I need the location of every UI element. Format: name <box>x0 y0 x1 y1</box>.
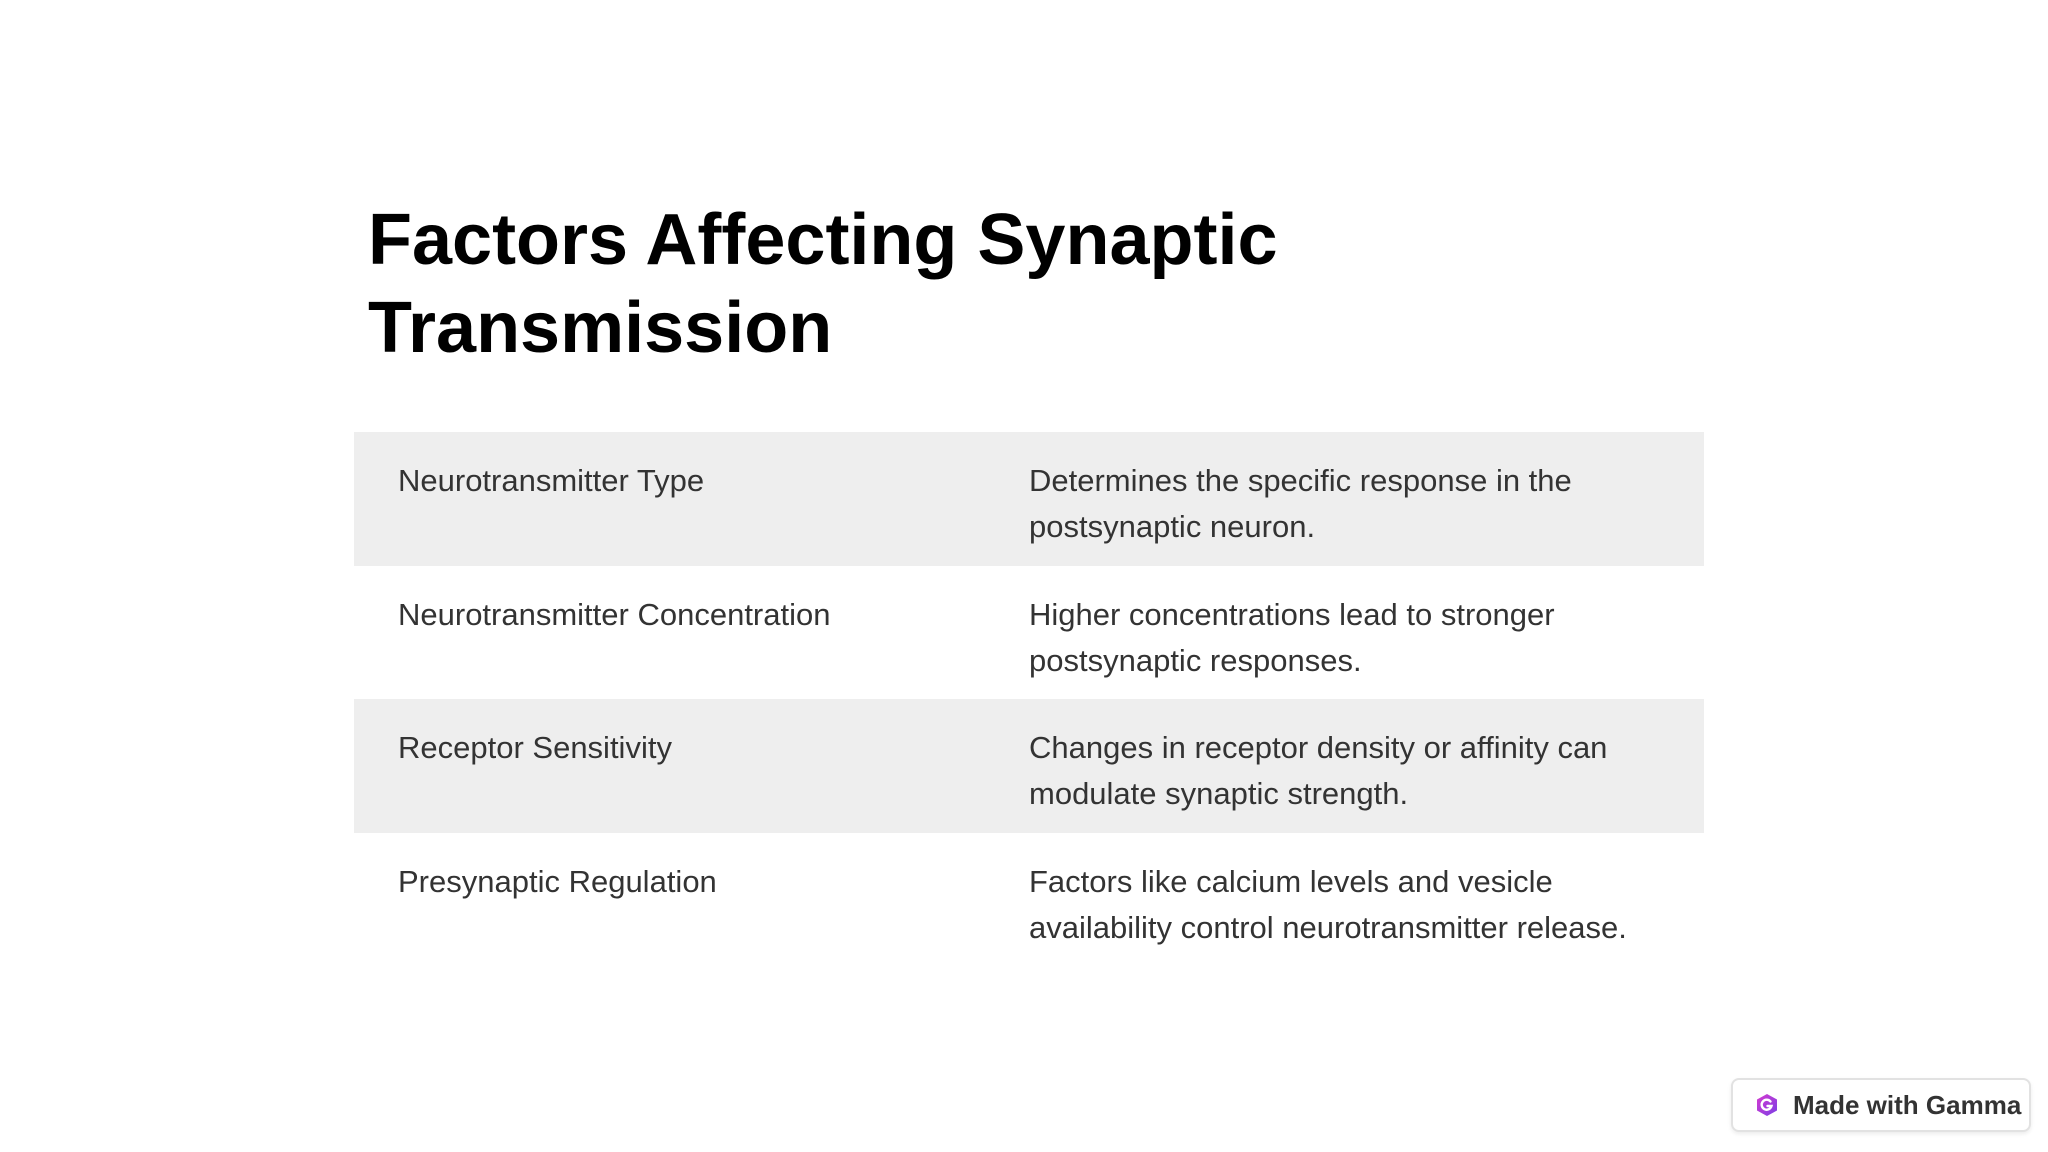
factor-cell: Neurotransmitter Concentration <box>398 597 831 632</box>
table-row <box>354 566 1704 699</box>
effect-cell: Higher concentrations lead to stronger postsynaptic responses. <box>1029 597 1555 678</box>
gamma-logo-icon <box>1755 1093 1779 1117</box>
factor-cell: Receptor Sensitivity <box>398 730 672 765</box>
effect-cell: Determines the specific response in the postsynaptic neuron. <box>1029 463 1572 544</box>
effect-cell: Changes in receptor density or affinity can modulate synaptic strength. <box>1029 730 1608 811</box>
effect-cell: Factors like calcium levels and vesicle availability control neurotransmitter release. <box>1029 864 1627 945</box>
table-row <box>354 699 1704 833</box>
factor-cell: Neurotransmitter Type <box>398 463 705 498</box>
table-row <box>354 432 1704 566</box>
table-row <box>354 833 1704 1013</box>
factor-cell: Presynaptic Regulation <box>398 864 717 899</box>
badge-label: Made with Gamma <box>1793 1089 2022 1120</box>
made-with-gamma-badge[interactable] <box>1731 1078 2031 1132</box>
factors-table <box>354 432 1704 1013</box>
slide-title: Factors Affecting Synaptic Transmission <box>368 200 1278 368</box>
